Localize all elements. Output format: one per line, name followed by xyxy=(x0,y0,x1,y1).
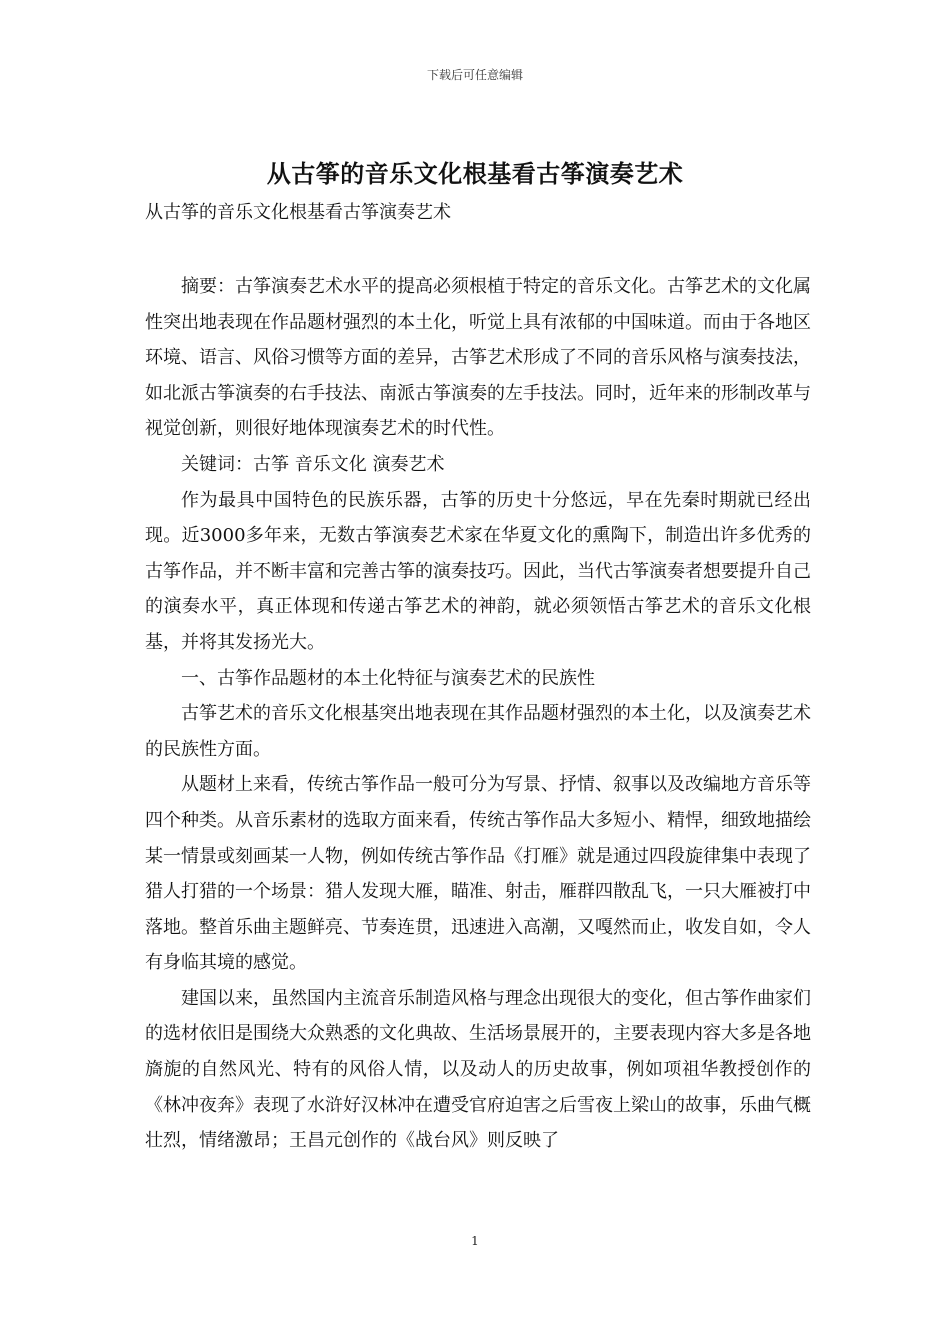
section-heading: 一、古筝作品题材的本土化特征与演奏艺术的民族性 xyxy=(181,667,595,689)
document-title: 从古筝的音乐文化根基看古筝演奏艺术 xyxy=(266,160,684,188)
page-header: 下载后可任意编辑 xyxy=(426,68,523,82)
body-paragraph: 建国以来，虽然国内主流音乐制造风格与理念出现很大的变化，但古筝作曲家们的选材依旧是围绕大众熟悉的文化典故、生活场景展开的，主要表现内容大多是各地旖旎的自然风光、特有的风俗人情，以及动人的历史故事，例如项祖华教授创作的《林冲夜奔》表现了水浒好汉林冲在遭受官府迫害之后雪夜上梁山的故事，乐曲气概壮烈，情绪激昂；王昌元创作的《战台风》则反映了 xyxy=(145,987,811,1152)
intro-paragraph: 作为最具中国特色的民族乐器，古筝的历史十分悠远，早在先秦时期就已经出现。近3000多年来，无数古筝演奏艺术家在华夏文化的熏陶下，制造出许多优秀的古筝作品，并不断丰富和完善古筝的演奏技巧。因此，当代古筝演奏者想要提升自己的演奏水平，真正体现和传递古筝艺术的神韵，就必须领悟古筝艺术的音乐文化根基，并将其发扬光大。 xyxy=(145,489,811,653)
document-subtitle: 从古筝的音乐文化根基看古筝演奏艺术 xyxy=(145,202,451,223)
document-body xyxy=(145,269,811,1159)
abstract-paragraph: 摘要：古筝演奏艺术水平的提高必须根植于特定的音乐文化。古筝艺术的文化属性突出地表现在作品题材强烈的本土化，听觉上具有浓郁的中国味道。而由于各地区环境、语言、风俗习惯等方面的差异，古筝艺术形成了不同的音乐风格与演奏技法，如北派古筝演奏的右手技法、南派古筝演奏的左手技法。同时，近年来的形制改革与视觉创新，则很好地体现演奏艺术的时代性。 xyxy=(145,276,811,440)
body-paragraph: 从题材上来看，传统古筝作品一般可分为写景、抒情、叙事以及改编地方音乐等四个种类。从音乐素材的选取方面来看，传统古筝作品大多短小、精悍，细致地描绘某一情景或刻画某一人物，例如传统古筝作品《打雁》就是通过四段旋律集中表现了猎人打猎的一个场景：猎人发现大雁，瞄准、射击，雁群四散乱飞，一只大雁被打中落地。整首乐曲主题鲜亮、节奏连贯，迅速进入高潮，又嘎然而止，收发自如，令人有身临其境的感觉。 xyxy=(145,774,811,974)
page-number: 1 xyxy=(471,1234,479,1248)
keywords-line: 关键词：古筝 音乐文化 演奏艺术 xyxy=(181,453,445,475)
body-paragraph: 古筝艺术的音乐文化根基突出地表现在其作品题材强烈的本土化，以及演奏艺术的民族性方面。 xyxy=(145,703,811,760)
